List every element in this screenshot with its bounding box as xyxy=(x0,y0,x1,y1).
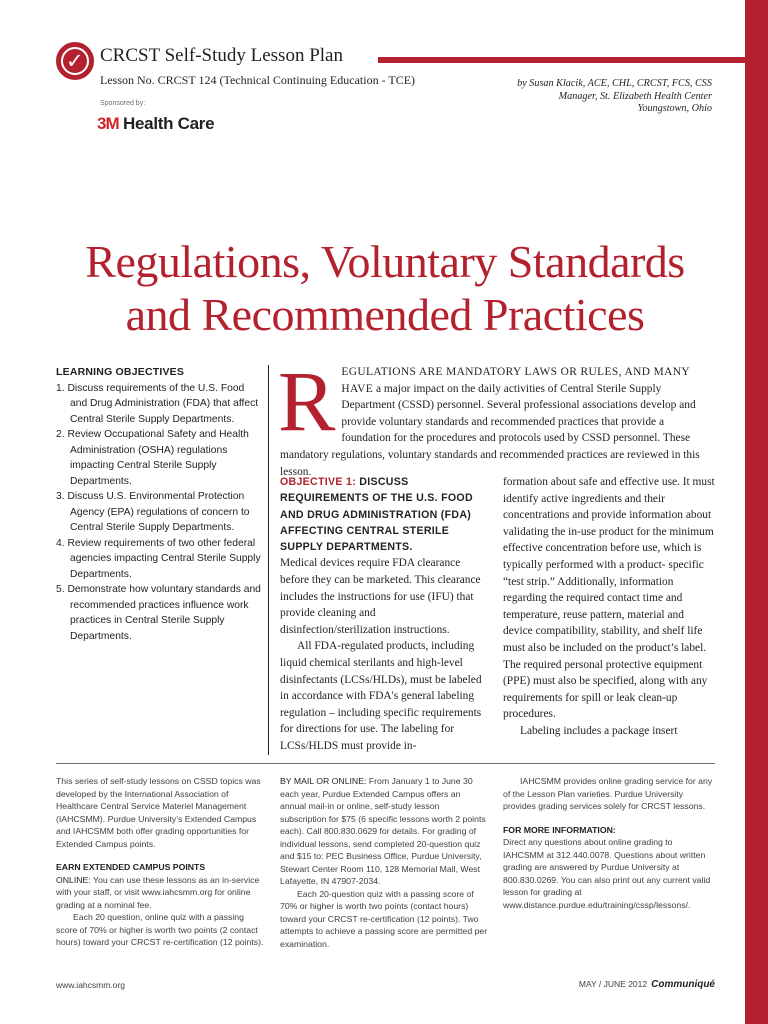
info-heading: EARN EXTENDED CAMPUS POINTS xyxy=(56,862,206,872)
objective-item: 5. Demonstrate how voluntary standards and recommended practices influence work practices in Central Sterile Supply Departments. xyxy=(56,584,261,642)
author-location: Youngstown, Ohio xyxy=(637,103,712,114)
header-rule xyxy=(378,57,745,63)
info-column-2 xyxy=(280,775,488,950)
objective-item: 2. Review Occupational Safety and Health Administration (OSHA) regulations impacting Central Sterile Supply Departments. xyxy=(56,429,249,487)
info-paragraph: Each 20 question, online quiz with a passing score of 70% or higher is worth two points (2 contact hours) toward your CRCST re-certification (12 points). xyxy=(56,912,264,947)
lesson-number: Lesson No. CRCST 124 (Technical Continuing Education - TCE) xyxy=(100,73,416,87)
author-name: by Susan Klacik, ACE, CHL, CRCST, FCS, CSS xyxy=(517,78,712,89)
side-stripe xyxy=(745,0,768,1024)
learning-objectives xyxy=(56,365,261,644)
body-paragraph: Medical devices require FDA clearance before they can be marketed. This clearance includes the instructions for use (IFU) that provide cleaning and disinfection/sterilization instructions. xyxy=(280,557,481,636)
magazine-name: Communiqué xyxy=(651,979,715,990)
sponsor-logo-text: Health Care xyxy=(118,114,215,133)
objective-item: 1. Discuss requirements of the U.S. Food and Drug Administration (FDA) that affect Central Sterile Supply Departments. xyxy=(56,382,259,425)
sponsor-label: Sponsored by: xyxy=(100,100,146,107)
info-label: ONLINE: xyxy=(56,874,91,885)
intro-paragraph xyxy=(278,353,715,480)
info-column-1 xyxy=(56,775,266,949)
info-text: You can use these lessons as an in-service with your staff, or visit www.iahcsmm.org for online grading at a nominal fee. xyxy=(56,874,260,910)
objective-1-title: DISCUSS REQUIREMENTS OF THE U.S. FOOD AND DRUG ADMINISTRATION (FDA) AFFECTING CENTRAL STERILE SUPPLY DEPARTMENTS. xyxy=(280,476,473,554)
page-title xyxy=(40,235,730,341)
author-title: Manager, St. Elizabeth Health Center xyxy=(558,90,712,102)
info-label: BY MAIL OR ONLINE: xyxy=(280,776,367,786)
info-paragraph: Direct any questions about online grading to IAHCSMM at 312.440.0078. Questions about written grading are answered by Purdue University at 800.830.0269. You can also print out any current valid lesson for grading at www.distance.purdue.edu/training/cssp/lessons/. xyxy=(503,837,711,910)
column-divider xyxy=(268,365,269,755)
objective-1-label: OBJECTIVE 1: xyxy=(280,476,357,488)
objectives-heading: LEARNING OBJECTIVES xyxy=(56,366,185,378)
checkmark-icon: ✓ xyxy=(56,42,94,80)
author-byline xyxy=(460,78,712,116)
body-paragraph: Labeling includes a package insert xyxy=(520,724,678,737)
title-line-1: Regulations, Voluntary Standards xyxy=(85,236,685,287)
objective-item: 4. Review requirements of two other federal agencies impacting Central Sterile Supply Departments. xyxy=(56,537,261,580)
intro-body: a major impact on the daily activities of Central Sterile Supply Department (CSSD) personnel. Several professional associations develop and provide voluntary standards and recommended practices that provide a foundation for the procedures and protocols used by CSSD personnel. These mandatory regulations, voluntary standards and recommended practices are reviewed in this lesson. xyxy=(280,382,700,478)
body-paragraph: All FDA-regulated products, including liquid chemical sterilants and high-level disinfectants (LCSs/HLDs), must be labeled in accordance with FDA's general labeling regulation – including specific requirements for directions for use. The labeling for LCSs/HLDS must provide in- xyxy=(280,640,482,753)
info-heading: FOR MORE INFORMATION: xyxy=(503,824,616,835)
footer-url[interactable]: www.iahcsmm.org xyxy=(56,980,125,990)
sponsor-logo xyxy=(97,114,214,134)
footer-issue xyxy=(490,979,715,990)
body-column-2 xyxy=(503,474,715,740)
intro-lead: EGULATIONS ARE MANDATORY LAWS OR RULES, AND MANY HAVE xyxy=(341,366,690,395)
series-title: CRCST Self-Study Lesson Plan xyxy=(100,45,343,66)
info-paragraph xyxy=(280,775,488,888)
info-paragraph xyxy=(56,874,266,912)
info-paragraph: This series of self-study lessons on CSSD topics was developed by the International Association of Healthcare Central Service Materiel Management (IAHCSMM). Purdue University’s Extended Campus and IAHCSMM both offer grading opportunities for Extended Campus points. xyxy=(56,776,261,849)
objective-1-heading xyxy=(280,474,488,555)
title-line-2: and Recommended Practices xyxy=(125,289,645,340)
info-paragraph: IAHCSMM provides online grading service for any of the Lesson Plan varieties. Purdue University provides grading services solely for CRCST lessons. xyxy=(503,776,713,811)
objective-item: 3. Discuss U.S. Environmental Protection Agency (EPA) regulations of concern to Central Sterile Supply Departments. xyxy=(56,491,250,533)
issue-date: MAY / JUNE 2012 xyxy=(578,979,648,989)
3m-logo-mark: 3M xyxy=(97,114,119,133)
info-text: From January 1 to June 30 each year, Purdue Extended Campus offers an annual mail-in or online, self-study lesson subscription for $75 (6 specific lessons worth 2 points each). Call 800.830.0629 for details. For grading of individual lessons, send completed 20-question quiz and $15 to: PEC Business Office, Purdue University, Stewart Center Room 110, 128 Memorial Mall, West Lafayette, IN 47907-2034. xyxy=(280,776,486,886)
drop-cap: R xyxy=(278,353,336,449)
info-paragraph: Each 20-question quiz with a passing score of 70% or higher is worth two points (contact hours) toward your CRCST re-certification (12 points). Two attempts to achieve a passing score are permitted per examination. xyxy=(280,888,488,949)
info-column-3 xyxy=(503,775,715,911)
info-rule xyxy=(56,763,715,764)
body-column-1 xyxy=(280,474,488,755)
body-paragraph-continued: formation about safe and effective use. It must identify active ingredients and their concentrations and provide information about validating the in-use product for the minimum effective concentration before use, which is typically performed with a product- specific “test strip.” Additionally, information regarding the required contact time and temperature, reuse pattern, material and device compatibility, stability, and shelf life must also be included on the product’s label. The required personal protective equipment (PPE) must also be specified, along with any requirements for spill or leak clean-up procedures. xyxy=(503,476,715,721)
